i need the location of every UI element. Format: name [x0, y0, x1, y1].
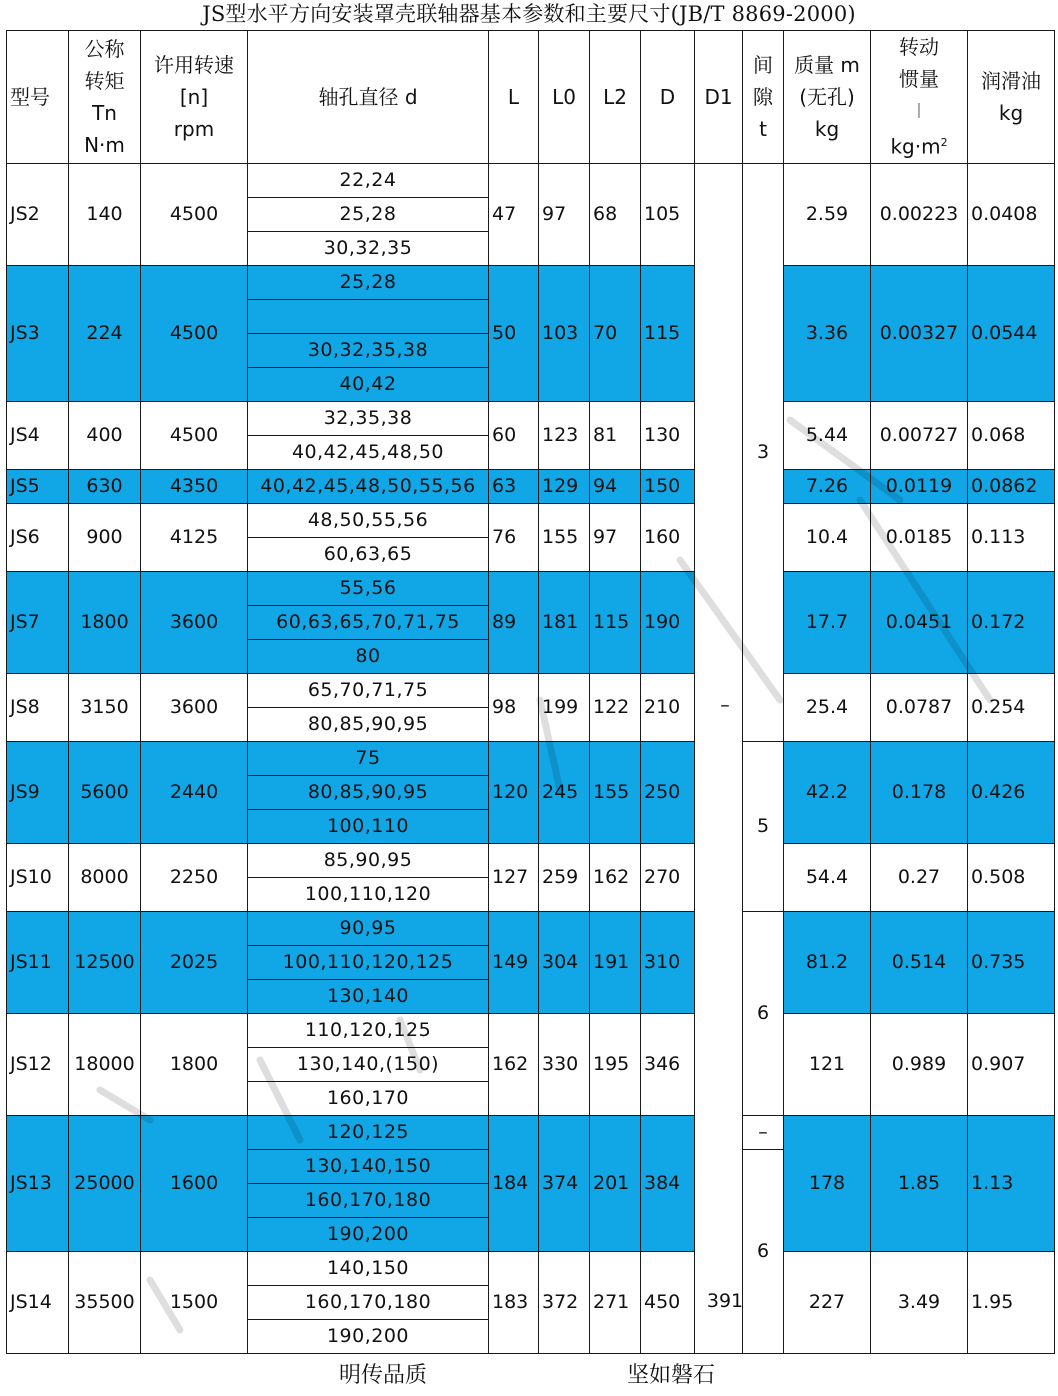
table-row: [7, 571, 1055, 605]
cell-l2: 201: [590, 1115, 641, 1251]
cell-torque: 900: [69, 503, 141, 571]
header-bore: 轴孔直径 d: [248, 31, 489, 164]
cell-bore: 90,95: [248, 911, 489, 945]
cell-l: 127: [489, 843, 539, 911]
cell-bore: 40,42,45,48,50: [248, 435, 489, 469]
cell-gap: 6: [743, 1149, 784, 1353]
cell-l2: 68: [590, 163, 641, 265]
cell-oil: 0.0862: [968, 469, 1055, 503]
cell-bore: [248, 299, 489, 333]
cell-bore: 30,32,35: [248, 231, 489, 265]
cell-d: 270: [641, 843, 695, 911]
cell-inertia: 0.989: [871, 1013, 968, 1115]
cell-l: 184: [489, 1115, 539, 1251]
cell-torque: 25000: [69, 1115, 141, 1251]
cell-oil: 0.068: [968, 401, 1055, 469]
cell-bore: 130,140,150: [248, 1149, 489, 1183]
cell-inertia: 3.49: [871, 1251, 968, 1353]
d1-value: –: [720, 694, 730, 716]
cell-l: 47: [489, 163, 539, 265]
cell-bore: 140,150: [248, 1251, 489, 1285]
cell-bore: 160,170,180: [248, 1183, 489, 1217]
cell-bore: 160,170: [248, 1081, 489, 1115]
cell-l: 149: [489, 911, 539, 1013]
cell-gap: 3: [743, 163, 784, 741]
cell-model: JS9: [7, 741, 69, 843]
cell-l2: 195: [590, 1013, 641, 1115]
cell-oil: 0.907: [968, 1013, 1055, 1115]
slogan-solid: 坚如磐石: [627, 1363, 716, 1388]
cell-mass: 121: [784, 1013, 871, 1115]
d1-value: 391: [706, 1290, 744, 1312]
cell-torque: 35500: [69, 1251, 141, 1353]
cell-d: 150: [641, 469, 695, 503]
cell-bore: 55,56: [248, 571, 489, 605]
cell-l0: 330: [539, 1013, 590, 1115]
cell-model: JS14: [7, 1251, 69, 1353]
header-model: 型号: [7, 31, 69, 164]
cell-mass: 227: [784, 1251, 871, 1353]
cell-l0: 129: [539, 469, 590, 503]
spec-table: [6, 30, 1055, 1354]
cell-mass: 178: [784, 1115, 871, 1251]
cell-d1: [695, 163, 743, 1353]
header-torque: 公称 转矩 Tn N·m: [69, 31, 141, 164]
cell-l: 162: [489, 1013, 539, 1115]
cell-l0: 199: [539, 673, 590, 741]
cell-d: 160: [641, 503, 695, 571]
cell-speed: 4500: [141, 163, 248, 265]
cell-d: 190: [641, 571, 695, 673]
cell-model: JS10: [7, 843, 69, 911]
cell-l0: 97: [539, 163, 590, 265]
cell-oil: 0.735: [968, 911, 1055, 1013]
cell-l2: 94: [590, 469, 641, 503]
header-mass: 质量 m (无孔) kg: [784, 31, 871, 164]
cell-bore: 160,170,180: [248, 1285, 489, 1319]
cell-oil: 0.113: [968, 503, 1055, 571]
cell-bore: 190,200: [248, 1217, 489, 1251]
header-d: D: [641, 31, 695, 164]
cell-torque: 5600: [69, 741, 141, 843]
cell-oil: 1.13: [968, 1115, 1055, 1251]
cell-bore: 65,70,71,75: [248, 673, 489, 707]
page-title: JS型水平方向安装罩壳联轴器基本参数和主要尺寸(JB/T 8869-2000): [202, 2, 856, 26]
cell-mass: 2.59: [784, 163, 871, 265]
cell-l0: 259: [539, 843, 590, 911]
cell-l2: 271: [590, 1251, 641, 1353]
cell-oil: 0.254: [968, 673, 1055, 741]
cell-speed: 2440: [141, 741, 248, 843]
cell-bore: 130,140: [248, 979, 489, 1013]
cell-bore: 120,125: [248, 1115, 489, 1149]
cell-l2: 115: [590, 571, 641, 673]
cell-l0: 245: [539, 741, 590, 843]
cell-speed: 3600: [141, 571, 248, 673]
cell-bore: 110,120,125: [248, 1013, 489, 1047]
cell-mass: 54.4: [784, 843, 871, 911]
table-row: [7, 673, 1055, 707]
cell-model: JS13: [7, 1115, 69, 1251]
table-row: [7, 1013, 1055, 1047]
cell-d: 210: [641, 673, 695, 741]
header-oil: 润滑油 kg: [968, 31, 1055, 164]
header-l2: L2: [590, 31, 641, 164]
cell-torque: 400: [69, 401, 141, 469]
cell-bore: 100,110: [248, 809, 489, 843]
cell-model: JS6: [7, 503, 69, 571]
cell-torque: 630: [69, 469, 141, 503]
cell-bore: 48,50,55,56: [248, 503, 489, 537]
cell-bore: 80,85,90,95: [248, 775, 489, 809]
header-inertia: 转动 惯量 I $kg\cdot m^2$: [871, 31, 968, 164]
cell-bore: 25,28: [248, 265, 489, 299]
table-row: [7, 1115, 1055, 1149]
cell-inertia: 0.514: [871, 911, 968, 1013]
cell-mass: 10.4: [784, 503, 871, 571]
cell-d: 115: [641, 265, 695, 401]
cell-oil: 1.95: [968, 1251, 1055, 1353]
cell-inertia: 0.0119: [871, 469, 968, 503]
cell-inertia: 0.0787: [871, 673, 968, 741]
cell-oil: 0.0408: [968, 163, 1055, 265]
cell-l: 89: [489, 571, 539, 673]
cell-d: 384: [641, 1115, 695, 1251]
table-row: [7, 401, 1055, 435]
cell-mass: 5.44: [784, 401, 871, 469]
table-row: [7, 843, 1055, 877]
cell-model: JS3: [7, 265, 69, 401]
cell-bore: 60,63,65: [248, 537, 489, 571]
cell-speed: 4350: [141, 469, 248, 503]
table-body: [7, 163, 1055, 1353]
cell-mass: 17.7: [784, 571, 871, 673]
cell-bore: 75: [248, 741, 489, 775]
cell-inertia: 0.00727: [871, 401, 968, 469]
cell-l0: 123: [539, 401, 590, 469]
header-gap: 间 隙 t: [743, 31, 784, 164]
table-row: [7, 469, 1055, 503]
cell-torque: 18000: [69, 1013, 141, 1115]
cell-speed: 1500: [141, 1251, 248, 1353]
cell-torque: 1800: [69, 571, 141, 673]
cell-gap: 5: [743, 741, 784, 911]
cell-oil: 0.0544: [968, 265, 1055, 401]
table-row: [7, 265, 1055, 299]
cell-speed: 1800: [141, 1013, 248, 1115]
cell-speed: 4500: [141, 265, 248, 401]
cell-bore: 32,35,38: [248, 401, 489, 435]
cell-model: JS2: [7, 163, 69, 265]
cell-torque: 12500: [69, 911, 141, 1013]
cell-inertia: 0.0185: [871, 503, 968, 571]
cell-torque: 3150: [69, 673, 141, 741]
cell-bore: 85,90,95: [248, 843, 489, 877]
cell-bore: 40,42: [248, 367, 489, 401]
cell-l: 98: [489, 673, 539, 741]
cell-l: 120: [489, 741, 539, 843]
cell-l2: 70: [590, 265, 641, 401]
cell-model: JS4: [7, 401, 69, 469]
cell-inertia: 0.0451: [871, 571, 968, 673]
header-l: L: [489, 31, 539, 164]
cell-oil: 0.172: [968, 571, 1055, 673]
cell-bore: 30,32,35,38: [248, 333, 489, 367]
cell-speed: 4125: [141, 503, 248, 571]
cell-d: 346: [641, 1013, 695, 1115]
cell-l: 63: [489, 469, 539, 503]
cell-mass: 81.2: [784, 911, 871, 1013]
cell-model: JS5: [7, 469, 69, 503]
cell-torque: 8000: [69, 843, 141, 911]
cell-inertia: 0.00223: [871, 163, 968, 265]
cell-l: 183: [489, 1251, 539, 1353]
cell-d: 130: [641, 401, 695, 469]
cell-l: 50: [489, 265, 539, 401]
cell-bore: 100,110,120: [248, 877, 489, 911]
header-speed: 许用转速 [n] rpm: [141, 31, 248, 164]
cell-l2: 122: [590, 673, 641, 741]
cell-bore: 80: [248, 639, 489, 673]
header-d1: D1: [695, 31, 743, 164]
cell-l0: 155: [539, 503, 590, 571]
cell-speed: 2025: [141, 911, 248, 1013]
cell-torque: 224: [69, 265, 141, 401]
table-row: [7, 741, 1055, 775]
cell-bore: 22,24: [248, 163, 489, 197]
cell-d: 250: [641, 741, 695, 843]
cell-inertia: 0.178: [871, 741, 968, 843]
cell-bore: 25,28: [248, 197, 489, 231]
cell-l0: 304: [539, 911, 590, 1013]
slogan-quality: 明传品质: [339, 1363, 428, 1388]
cell-l2: 162: [590, 843, 641, 911]
cell-model: JS8: [7, 673, 69, 741]
table-row: [7, 1251, 1055, 1285]
cell-bore: 80,85,90,95: [248, 707, 489, 741]
cell-speed: 3600: [141, 673, 248, 741]
table-row: [7, 163, 1055, 197]
cell-l0: 374: [539, 1115, 590, 1251]
table-row: [7, 503, 1055, 537]
cell-l: 60: [489, 401, 539, 469]
cell-inertia: 0.00327: [871, 265, 968, 401]
cell-model: JS11: [7, 911, 69, 1013]
cell-oil: 0.426: [968, 741, 1055, 843]
cell-l: 76: [489, 503, 539, 571]
cell-mass: 3.36: [784, 265, 871, 401]
cell-torque: 140: [69, 163, 141, 265]
cell-model: JS12: [7, 1013, 69, 1115]
cell-inertia: 1.85: [871, 1115, 968, 1251]
cell-mass: 7.26: [784, 469, 871, 503]
cell-bore: 100,110,120,125: [248, 945, 489, 979]
cell-gap: 6: [743, 911, 784, 1115]
cell-d: 310: [641, 911, 695, 1013]
cell-l2: 97: [590, 503, 641, 571]
cell-speed: 4500: [141, 401, 248, 469]
cell-oil: 0.508: [968, 843, 1055, 911]
cell-model: JS7: [7, 571, 69, 673]
header-row: [7, 31, 1055, 164]
header-l0: L0: [539, 31, 590, 164]
cell-l2: 81: [590, 401, 641, 469]
cell-gap: –: [743, 1115, 784, 1149]
cell-bore: 60,63,65,70,71,75: [248, 605, 489, 639]
cell-bore: 40,42,45,48,50,55,56: [248, 469, 489, 503]
cell-l0: 103: [539, 265, 590, 401]
cell-d: 105: [641, 163, 695, 265]
cell-l0: 181: [539, 571, 590, 673]
cell-bore: 190,200: [248, 1319, 489, 1353]
cell-speed: 2250: [141, 843, 248, 911]
cell-d: 450: [641, 1251, 695, 1353]
cell-mass: 25.4: [784, 673, 871, 741]
cell-l2: 155: [590, 741, 641, 843]
cell-inertia: 0.27: [871, 843, 968, 911]
cell-bore: 130,140,(150): [248, 1047, 489, 1081]
cell-l0: 372: [539, 1251, 590, 1353]
table-row: [7, 911, 1055, 945]
cell-speed: 1600: [141, 1115, 248, 1251]
cell-l2: 191: [590, 911, 641, 1013]
cell-mass: 42.2: [784, 741, 871, 843]
